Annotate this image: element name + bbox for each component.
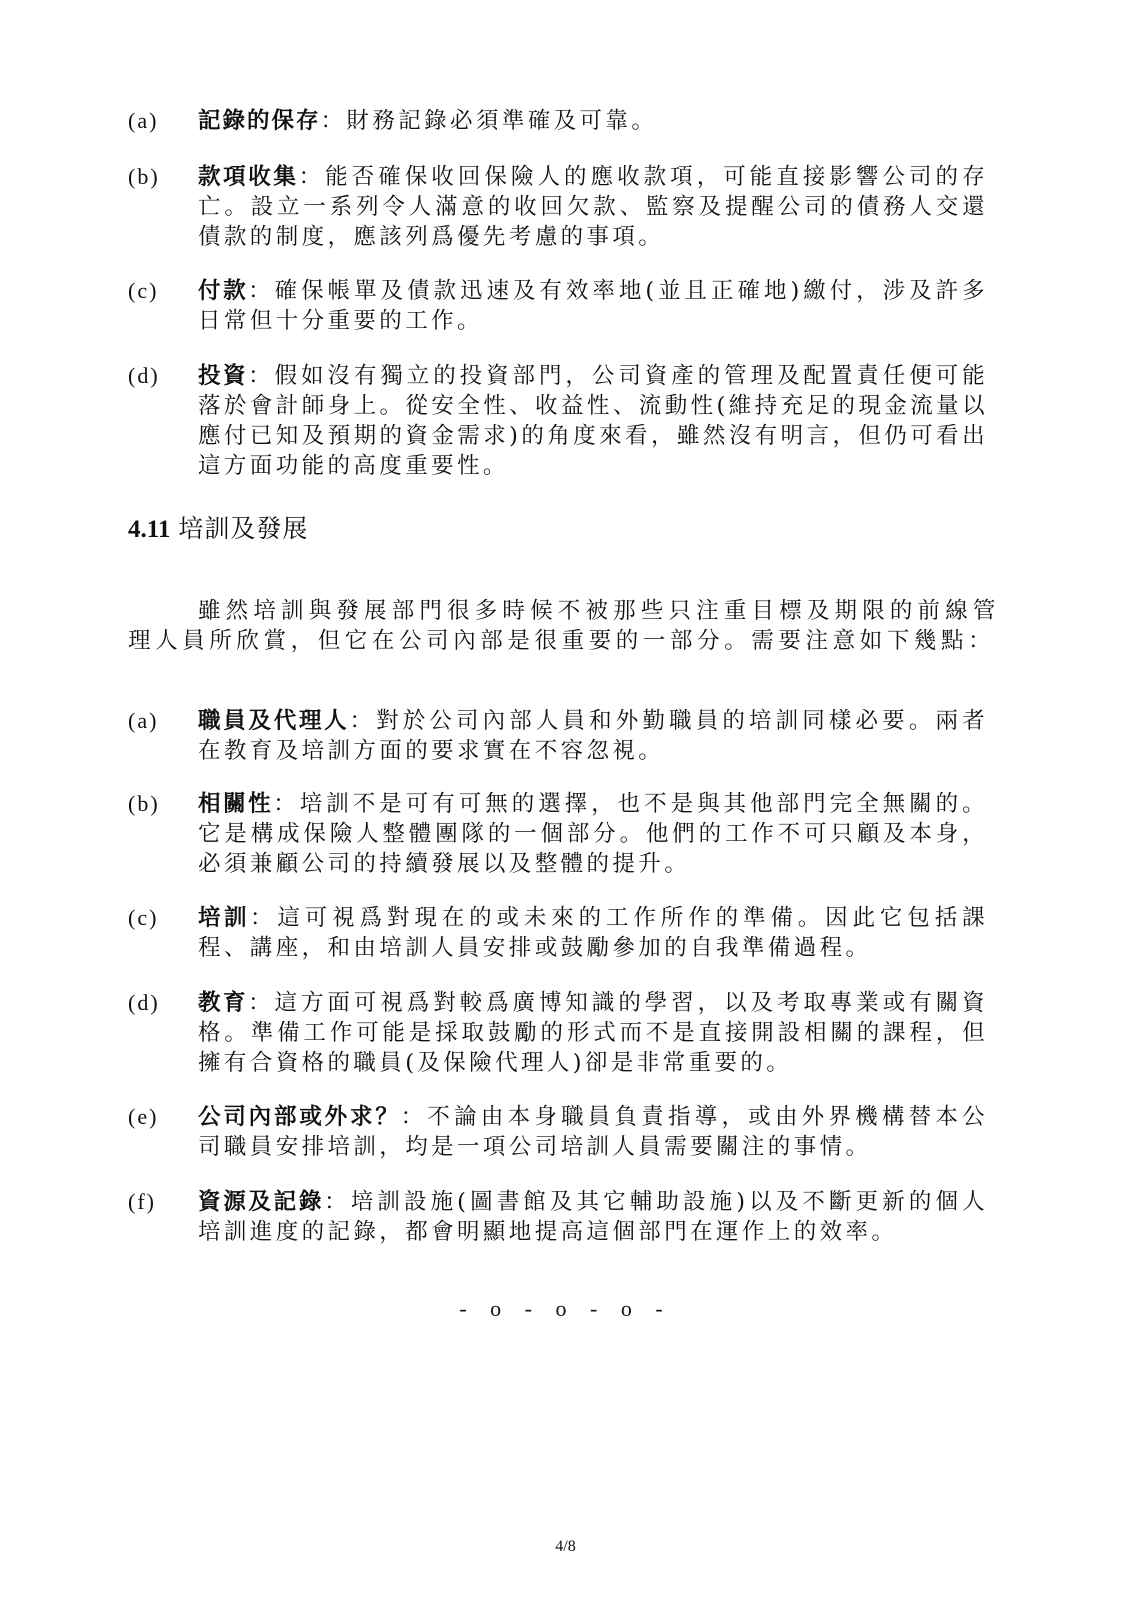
item-term: 相關性 <box>198 791 274 817</box>
item-body <box>198 988 988 1078</box>
item-term: 款項收集 <box>198 164 299 190</box>
item-term: 教育 <box>198 990 249 1016</box>
item-text: ：培訓設施(圖書館及其它輔助設施)以及不斷更新的個人培訓進度的記錄，都會明顯地提高這個部門在運作上的效率。 <box>198 1189 988 1245</box>
item-body <box>198 361 988 481</box>
item-term: 職員及代理人 <box>198 708 350 734</box>
item-body <box>198 276 988 336</box>
item-marker: (b) <box>128 164 160 189</box>
item-body <box>198 1102 988 1162</box>
item-marker: (c) <box>128 278 159 303</box>
item-term: 資源及記錄 <box>198 1189 325 1215</box>
item-marker: (d) <box>128 990 160 1015</box>
list-item-internal-external <box>128 1102 1000 1162</box>
item-text: ：這可視爲對現在的或未來的工作所作的準備。因此它包括課程、講座，和由培訓人員安排或鼓勵參加的自我準備過程。 <box>198 905 988 961</box>
list-item-resources-records <box>128 1187 1000 1247</box>
list-item-collection <box>128 162 1000 252</box>
item-marker: (b) <box>128 791 160 816</box>
item-text: ：財務記錄必須準確及可靠。 <box>320 108 658 134</box>
end-divider: - o - o - o - <box>459 1296 672 1321</box>
item-text: ：這方面可視爲對較爲廣博知識的學習，以及考取專業或有關資格。準備工作可能是採取鼓勵的形式而不是直接開設相關的課程，但擁有合資格的職員(及保險代理人)卻是非常重要的。 <box>198 990 988 1076</box>
item-text: ：培訓不是可有可無的選擇，也不是與其他部門完全無關的。它是構成保險人整體團隊的一個部分。他們的工作不可只顧及本身，必須兼顧公司的持續發展以及整體的提升。 <box>198 791 988 877</box>
item-body <box>198 706 988 766</box>
list-item-payment <box>128 276 1000 336</box>
page-number: 4/8 <box>555 1538 576 1555</box>
item-body <box>198 1187 988 1247</box>
list-item-staff-agents <box>128 706 1000 766</box>
item-text: ：不論由本身職員負責指導，或由外界機構替本公司職員安排培訓，均是一項公司培訓人員需要關注的事情。 <box>198 1104 988 1160</box>
intro-paragraph: 雖然培訓與發展部門很多時候不被那些只注重目標及期限的前線管理人員所欣賞，但它在公司內部是很重要的一部分。需要注意如下幾點： <box>128 598 1000 654</box>
item-term: 公司內部或外求？ <box>198 1104 401 1130</box>
section-title: 培訓及發展 <box>178 514 309 543</box>
item-body <box>198 789 988 879</box>
item-term: 記錄的保存 <box>198 108 321 134</box>
section-heading <box>128 513 308 546</box>
list-item-training <box>128 903 1000 963</box>
item-text: ：假如沒有獨立的投資部門，公司資產的管理及配置責任便可能落於會計師身上。從安全性、收益性、流動性(維持充足的現金流量以應付已知及預期的資金需求)的角度來看，雖然沒有明言，但仍可看出這方面功能的高度重要性。 <box>198 363 988 479</box>
item-marker: (a) <box>128 708 159 733</box>
item-term: 投資 <box>198 363 249 389</box>
item-marker: (c) <box>128 905 159 930</box>
item-text: ：對於公司內部人員和外勤職員的培訓同樣必要。兩者在教育及培訓方面的要求實在不容忽視。 <box>198 708 988 764</box>
item-text: ：能否確保收回保險人的應收款項，可能直接影響公司的存亡。設立一系列令人滿意的收回欠款、監察及提醒公司的債務人交還債款的制度，應該列爲優先考慮的事項。 <box>198 164 988 250</box>
section-number: 4.11 <box>128 516 171 543</box>
list-item-relevance <box>128 789 1000 879</box>
item-body <box>198 903 988 963</box>
list-item-records <box>128 106 1000 136</box>
item-body <box>198 162 988 252</box>
list-item-education <box>128 988 1000 1078</box>
item-marker: (d) <box>128 363 160 388</box>
list-item-investment <box>128 361 1000 481</box>
item-marker: (a) <box>128 108 159 133</box>
item-text: ：確保帳單及債款迅速及有效率地(並且正確地)繳付，涉及許多日常但十分重要的工作。 <box>198 278 988 334</box>
item-body <box>198 106 988 136</box>
item-term: 培訓 <box>198 905 250 931</box>
item-marker: (f) <box>128 1189 156 1214</box>
item-marker: (e) <box>128 1104 159 1129</box>
item-term: 付款 <box>198 278 249 304</box>
